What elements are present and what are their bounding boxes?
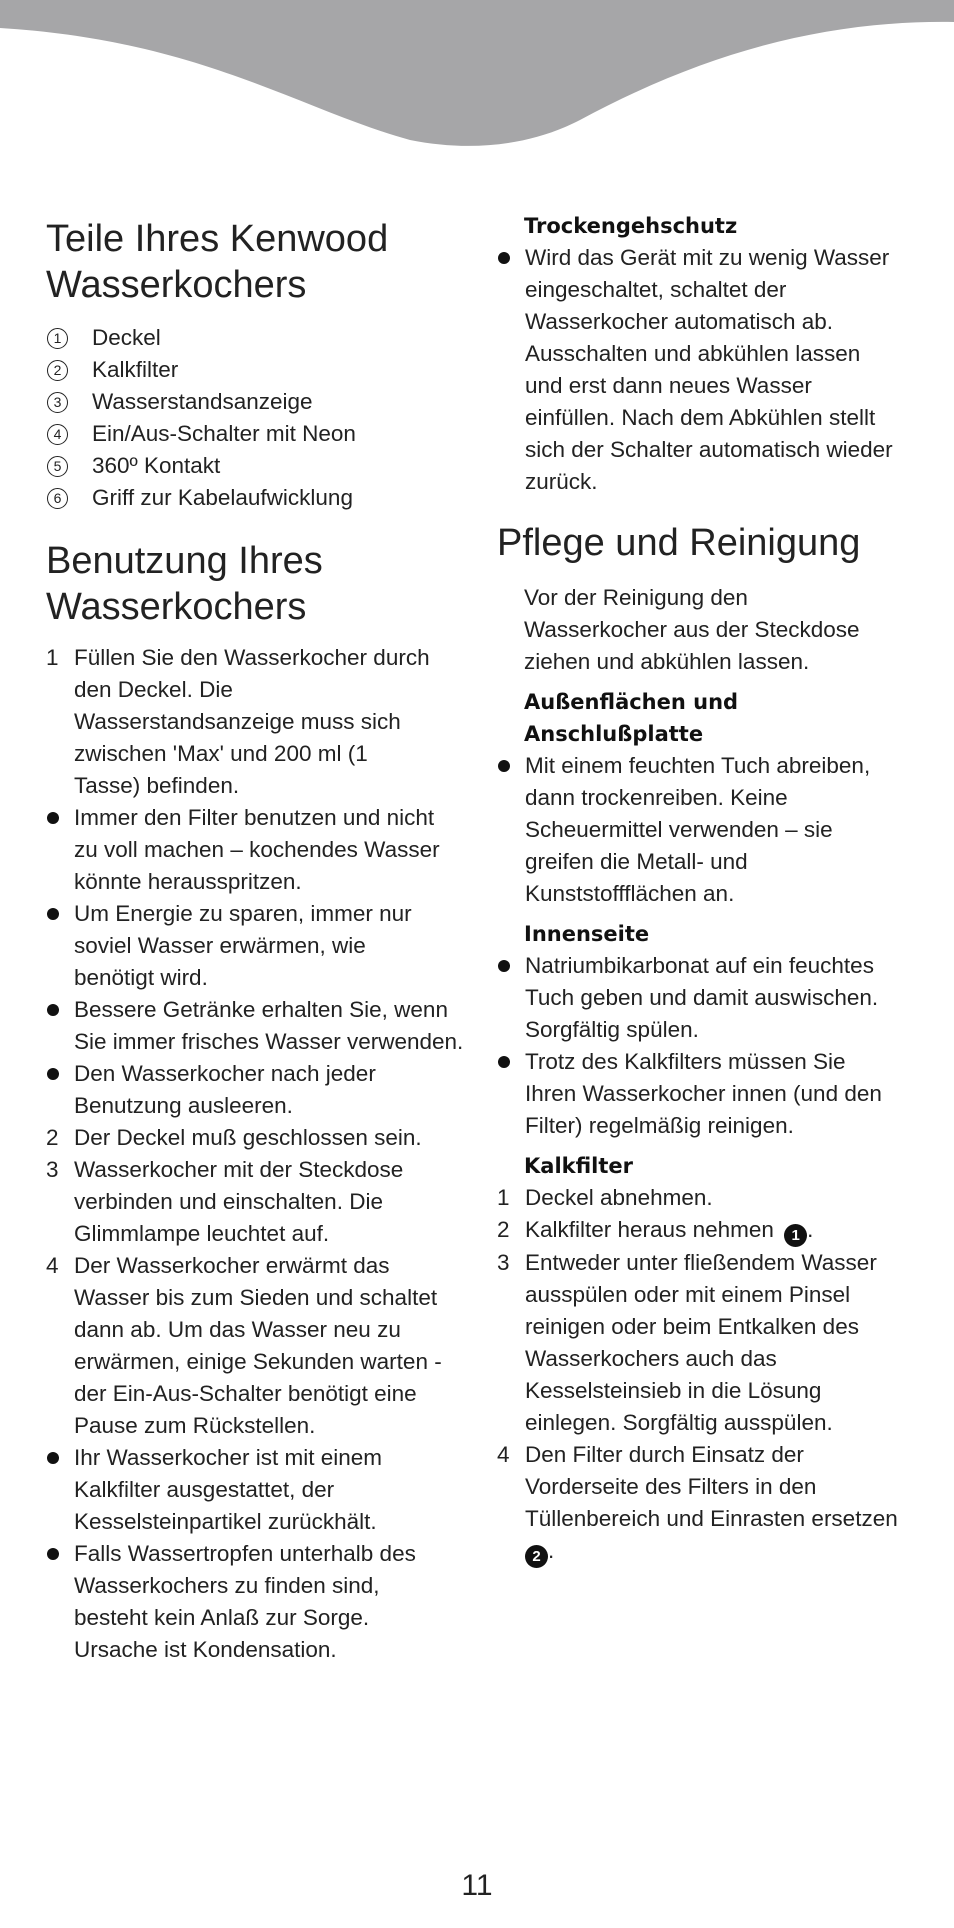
limescale-filter-list [497, 1182, 917, 1568]
bullet-icon [47, 812, 59, 824]
item-text-line: Wasserstandsanzeige muss sich [74, 709, 401, 734]
item-text-line: Natriumbikarbonat auf ein feuchtes [525, 953, 874, 978]
list-item [497, 1214, 917, 1247]
item-text-tail: . [807, 1217, 814, 1242]
item-text-line: Ihr Wasserkocher ist mit einem [74, 1445, 382, 1470]
step-number: 4 [46, 1253, 59, 1278]
bullet-icon [47, 1068, 59, 1080]
item-text-line: Ihren Wasserkocher innen (und den [525, 1081, 882, 1106]
inside-heading: Innenseite [524, 922, 650, 946]
list-item [497, 1046, 917, 1142]
item-text-line: Kalkfilter ausgestattet, der [74, 1477, 335, 1502]
usage-heading: Benutzung Ihres Wasserkochers [46, 540, 323, 628]
list-item [46, 994, 466, 1058]
item-text-line: Ausschalten und abkühlen lassen [525, 341, 861, 366]
item-text-tail: . [548, 1538, 555, 1563]
left-column [46, 216, 466, 1666]
item-text-line: benötigt wird. [74, 965, 208, 990]
list-item [46, 1058, 466, 1122]
care-heading: Pflege und Reinigung [497, 522, 861, 564]
item-text-line: und erst dann neues Wasser [525, 373, 812, 398]
part-number-circle: 2 [47, 360, 68, 381]
item-text-line: Der Deckel muß geschlossen sein. [74, 1125, 422, 1150]
page-number: 11 [461, 1869, 493, 1902]
part-label: Deckel [92, 325, 161, 350]
list-item [46, 802, 466, 898]
item-text-line: Den Filter durch Einsatz der [525, 1442, 804, 1467]
step-number: 3 [497, 1250, 510, 1275]
step-number: 3 [46, 1157, 59, 1182]
list-item [46, 1250, 466, 1442]
list-item [497, 1439, 917, 1568]
item-text-line: Wasserkocher automatisch ab. [525, 309, 834, 334]
list-item [46, 1538, 466, 1666]
list-item [46, 898, 466, 994]
part-label: Ein/Aus-Schalter mit Neon [92, 421, 356, 446]
item-text-line: Wasserkochers auch das [525, 1346, 777, 1371]
list-item [46, 1154, 466, 1250]
item-text-line: Kesselsteinpartikel zurückhält. [74, 1509, 377, 1534]
outer-surfaces-list [497, 750, 917, 910]
item-text-line: Wasser bis zum Sieden und schaltet [74, 1285, 438, 1310]
item-text-line: Ursache ist Kondensation. [74, 1637, 337, 1662]
list-item [46, 1122, 466, 1154]
item-text-line: Benutzung ausleeren. [74, 1093, 293, 1118]
list-item [497, 750, 917, 910]
item-text-line: soviel Wasser erwärmen, wie [74, 933, 366, 958]
part-number-circle: 1 [47, 328, 68, 349]
item-text-line: eingeschaltet, schaltet der [525, 277, 787, 302]
item-text-line: Wasserkocher mit der Steckdose [74, 1157, 404, 1182]
item-text-line: Tuch geben und damit auswischen. [525, 985, 879, 1010]
part-item [46, 418, 466, 450]
item-text-line: den Deckel. Die [74, 677, 233, 702]
part-label: Griff zur Kabelaufwicklung [92, 485, 353, 510]
item-text-line: Den Wasserkocher nach jeder [74, 1061, 376, 1086]
item-text-line: dann trockenreiben. Keine [525, 785, 788, 810]
bullet-icon [498, 1056, 510, 1068]
step-number: 2 [497, 1217, 510, 1242]
item-text-line: Wasserkochers zu finden sind, [74, 1573, 380, 1598]
part-label: 360º Kontakt [92, 453, 221, 478]
item-text-line: Tasse) befinden. [74, 773, 240, 798]
item-text-line: einlegen. Sorgfältig ausspülen. [525, 1410, 833, 1435]
item-text-line: Tüllenbereich und Einrasten ersetzen [525, 1506, 898, 1531]
item-text-line: erwärmen, einige Sekunden warten - [74, 1349, 442, 1374]
header-wave-decoration [0, 0, 954, 170]
item-text-line: Bessere Getränke erhalten Sie, wenn [74, 997, 448, 1022]
part-item [46, 386, 466, 418]
usage-list [46, 642, 466, 1666]
item-text-line: dann ab. Um das Wasser neu zu [74, 1317, 401, 1342]
item-text-line: zurück. [525, 469, 598, 494]
part-number-circle: 5 [47, 456, 68, 477]
item-text-line: ausspülen oder mit einem Pinsel [525, 1282, 851, 1307]
bullet-icon [47, 908, 59, 920]
outer-surfaces-heading: Außenflächen und Anschlußplatte [524, 690, 739, 746]
parts-heading: Teile Ihres Kenwood Wasserkochers [46, 218, 389, 306]
part-label: Wasserstandsanzeige [92, 389, 313, 414]
care-intro: Vor der Reinigung den Wasserkocher aus der Steckdose ziehen und abkühlen lassen. [524, 585, 860, 674]
item-text-line: Entweder unter fließendem Wasser [525, 1250, 877, 1275]
part-label: Kalkfilter [92, 357, 179, 382]
item-text-line: Füllen Sie den Wasserkocher durch [74, 645, 430, 670]
bullet-icon [47, 1452, 59, 1464]
item-text-line: Kunststoffflächen an. [525, 881, 735, 906]
figure-reference-badge: 1 [784, 1224, 807, 1247]
list-item [46, 642, 466, 802]
dry-protection-list [497, 242, 917, 498]
item-text-line: zu voll machen – kochendes Wasser [74, 837, 440, 862]
right-column [497, 216, 917, 1568]
item-text-line: verbinden und einschalten. Die [74, 1189, 383, 1214]
item-text-line: besteht kein Anlaß zur Sorge. [74, 1605, 370, 1630]
item-text-line: Filter) regelmäßig reinigen. [525, 1113, 794, 1138]
step-number: 1 [46, 645, 59, 670]
inside-list [497, 950, 917, 1142]
item-text-line: Mit einem feuchten Tuch abreiben, [525, 753, 871, 778]
item-text-line: der Ein-Aus-Schalter benötigt eine [74, 1381, 417, 1406]
item-text-line: Trotz des Kalkfilters müssen Sie [525, 1049, 846, 1074]
bullet-icon [498, 252, 510, 264]
item-text-line: sich der Schalter automatisch wieder [525, 437, 893, 462]
part-number-circle: 6 [47, 488, 68, 509]
dry-protection-heading: Trockengehschutz [524, 214, 738, 238]
bullet-icon [498, 960, 510, 972]
list-item [497, 1182, 917, 1214]
item-text-line: könnte herausspritzen. [74, 869, 302, 894]
bullet-icon [47, 1548, 59, 1560]
figure-reference-badge: 2 [525, 1545, 548, 1568]
part-item [46, 322, 466, 354]
item-text-line: Kesselsteinsieb in die Lösung [525, 1378, 822, 1403]
list-item [46, 1442, 466, 1538]
item-text-line: zwischen 'Max' und 200 ml (1 [74, 741, 368, 766]
limescale-filter-heading: Kalkfilter [524, 1154, 634, 1178]
item-text-line: einfüllen. Nach dem Abkühlen stellt [525, 405, 876, 430]
item-text-line: Der Wasserkocher erwärmt das [74, 1253, 390, 1278]
bullet-icon [498, 760, 510, 772]
item-text-line: reinigen oder beim Entkalken des [525, 1314, 859, 1339]
step-number: 1 [497, 1185, 510, 1210]
item-text-line: Kalkfilter heraus nehmen [525, 1217, 781, 1242]
part-item [46, 450, 466, 482]
part-item [46, 354, 466, 386]
item-text-line: Sie immer frisches Wasser verwenden. [74, 1029, 464, 1054]
list-item [497, 242, 917, 498]
step-number: 2 [46, 1125, 59, 1150]
step-number: 4 [497, 1442, 510, 1467]
bullet-icon [47, 1004, 59, 1016]
parts-list [46, 322, 466, 514]
part-number-circle: 3 [47, 392, 68, 413]
item-text-line: Immer den Filter benutzen und nicht [74, 805, 435, 830]
item-text-line: greifen die Metall- und [525, 849, 748, 874]
item-text-line: Pause zum Rückstellen. [74, 1413, 316, 1438]
item-text-line: Scheuermittel verwenden – sie [525, 817, 833, 842]
part-number-circle: 4 [47, 424, 68, 445]
item-text-line: Um Energie zu sparen, immer nur [74, 901, 412, 926]
list-item [497, 1247, 917, 1439]
item-text-line: Falls Wassertropfen unterhalb des [74, 1541, 416, 1566]
item-text-line: Glimmlampe leuchtet auf. [74, 1221, 330, 1246]
item-text-line: Vorderseite des Filters in den [525, 1474, 817, 1499]
list-item [497, 950, 917, 1046]
part-item [46, 482, 466, 514]
item-text-line: Sorgfältig spülen. [525, 1017, 699, 1042]
item-text-line: Deckel abnehmen. [525, 1185, 713, 1210]
item-text-line: Wird das Gerät mit zu wenig Wasser [525, 245, 890, 270]
